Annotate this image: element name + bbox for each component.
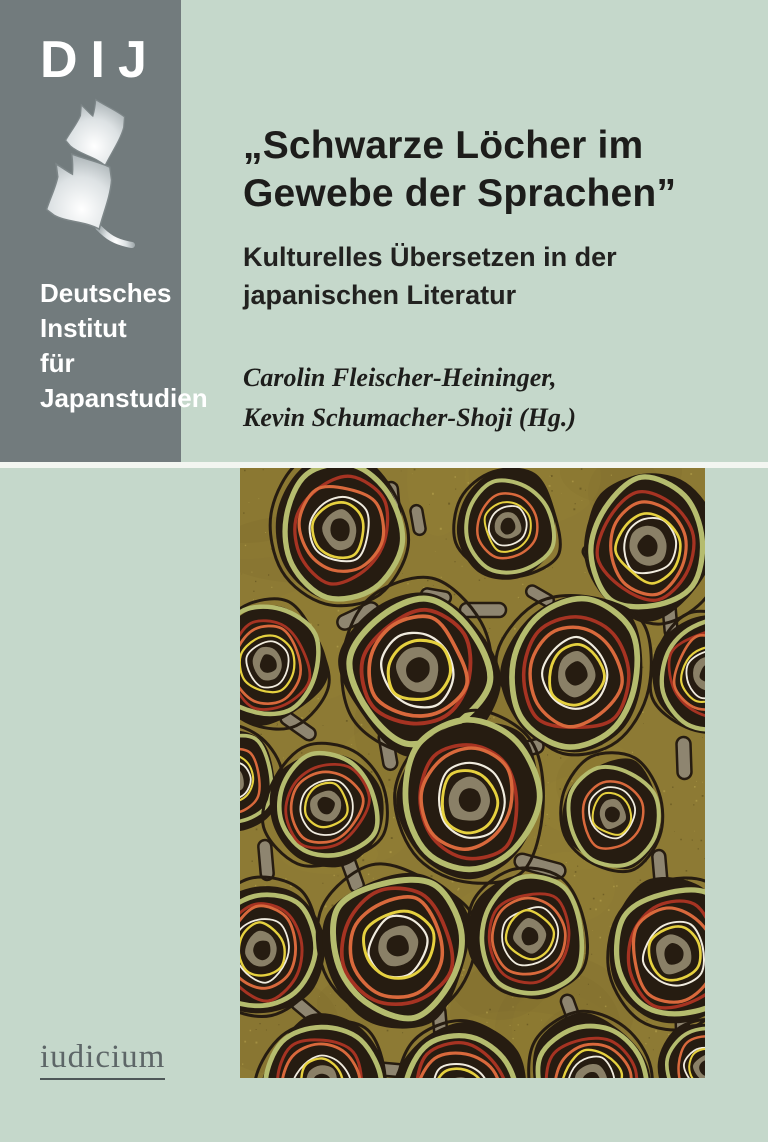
- institute-name-line: Deutsches: [40, 278, 172, 308]
- book-subtitle-line: japanischen Literatur: [243, 280, 517, 310]
- institute-name: [40, 276, 208, 416]
- cover-artwork-textile-pattern: [240, 468, 705, 1078]
- institute-name-line: Institut: [40, 313, 127, 343]
- book-subtitle-line: Kulturelles Übersetzen in der: [243, 242, 617, 272]
- book-title-line: Gewebe der Sprachen”: [243, 172, 677, 215]
- title-block: [243, 122, 676, 438]
- book-title: [243, 122, 676, 218]
- institute-name-line: Japanstudien: [40, 383, 208, 413]
- book-title-line: „Schwarze Löcher im: [243, 124, 644, 167]
- dij-logo-text: DIJ: [40, 31, 160, 89]
- editors: [243, 358, 676, 438]
- book-subtitle: [243, 238, 676, 314]
- publisher-sidebar: [0, 0, 208, 462]
- publisher-imprint: iudicium: [40, 1039, 165, 1080]
- editors-line: Kevin Schumacher-Shoji (Hg.): [243, 403, 576, 432]
- institute-name-line: für: [40, 348, 75, 378]
- editors-line: Carolin Fleischer-Heininger,: [243, 363, 557, 392]
- ginkgo-leaves-icon: [26, 92, 161, 260]
